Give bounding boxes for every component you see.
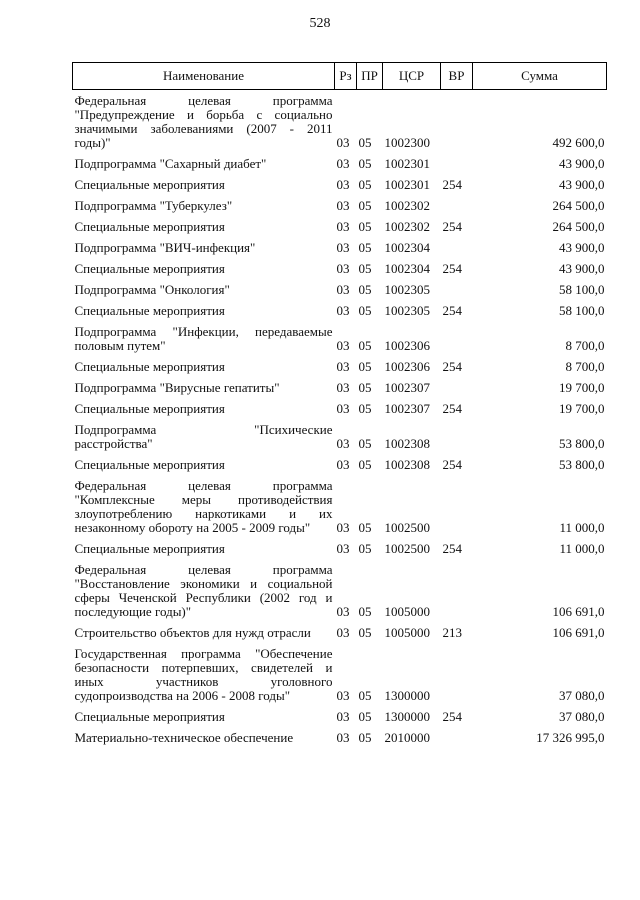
row-name (73, 727, 335, 748)
row-name (73, 622, 335, 643)
row-rz: 03 (336, 338, 350, 353)
row-name-line: Подпрограмма "Психические (74, 422, 333, 437)
row-csr: 1300000 (384, 709, 430, 724)
row-name-line: Специальные мероприятия (74, 401, 225, 416)
row-name (73, 195, 335, 216)
row-pr: 05 (358, 156, 372, 171)
row-vr: 254 (442, 541, 462, 556)
row-pr: 05 (358, 303, 372, 318)
row-name-line: Специальные мероприятия (74, 303, 225, 318)
row-rz: 03 (336, 520, 350, 535)
row-name (73, 279, 335, 300)
header-name: Наименование (73, 63, 335, 90)
row-name (73, 237, 335, 258)
table-row (73, 398, 607, 419)
row-sum: 43 900,0 (559, 240, 605, 255)
row-pr: 05 (358, 625, 372, 640)
row-csr: 1002304 (384, 240, 430, 255)
row-name (73, 559, 335, 622)
row-csr: 1002500 (384, 541, 430, 556)
row-name-line: значимыми заболеваниями (2007 - 2011 (74, 121, 333, 136)
row-name-line: иных участников уголовного (74, 674, 333, 689)
row-rz: 03 (336, 156, 350, 171)
row-rz: 03 (336, 359, 350, 374)
row-name (73, 475, 335, 538)
row-csr: 1002308 (384, 457, 430, 472)
row-rz: 03 (336, 219, 350, 234)
row-csr: 1002301 (384, 177, 430, 192)
row-vr (441, 377, 473, 398)
row-rz: 03 (336, 282, 350, 297)
row-name (73, 419, 335, 454)
row-rz: 03 (336, 261, 350, 276)
row-name-line: "Комплексные меры противодействия (74, 492, 333, 507)
row-csr: 2010000 (384, 730, 430, 745)
table-row (73, 90, 607, 154)
row-rz: 03 (336, 401, 350, 416)
row-rz: 03 (336, 303, 350, 318)
table-row (73, 643, 607, 706)
row-vr: 254 (442, 709, 462, 724)
row-vr (441, 237, 473, 258)
row-rz: 03 (336, 625, 350, 640)
row-name-line: Подпрограмма "Онкология" (74, 282, 230, 297)
table-row (73, 454, 607, 475)
row-csr: 1002306 (384, 359, 430, 374)
row-name-line: Специальные мероприятия (74, 177, 225, 192)
row-name-line: Федеральная целевая программа (74, 93, 333, 108)
row-name (73, 90, 335, 154)
row-name (73, 153, 335, 174)
row-pr: 05 (358, 380, 372, 395)
row-name-line: Специальные мероприятия (74, 359, 225, 374)
table-row (73, 475, 607, 538)
row-vr: 254 (442, 457, 462, 472)
row-sum: 58 100,0 (559, 303, 605, 318)
row-csr: 1300000 (384, 688, 430, 703)
row-csr: 1005000 (384, 625, 430, 640)
row-pr: 05 (358, 401, 372, 416)
header-vr: ВР (441, 63, 473, 90)
row-pr: 05 (358, 135, 372, 150)
row-name-line: злоупотреблению наркотиками и их (74, 506, 333, 521)
row-pr: 05 (358, 261, 372, 276)
row-csr: 1002302 (384, 198, 430, 213)
row-vr (441, 153, 473, 174)
row-rz: 03 (336, 457, 350, 472)
row-csr: 1002301 (384, 156, 430, 171)
row-sum: 11 000,0 (559, 520, 605, 535)
table-row (73, 216, 607, 237)
row-name-line: Специальные мероприятия (74, 219, 225, 234)
row-pr: 05 (358, 177, 372, 192)
row-sum: 264 500,0 (552, 198, 605, 213)
table-row (73, 377, 607, 398)
row-vr: 254 (442, 401, 462, 416)
row-sum: 264 500,0 (552, 219, 605, 234)
row-vr (441, 643, 473, 706)
row-pr: 05 (358, 457, 372, 472)
row-csr: 1002307 (384, 380, 430, 395)
row-vr: 254 (442, 219, 462, 234)
row-name-line: сферы Чеченской Республики (2002 год и (74, 590, 333, 605)
header-rz: Рз (335, 63, 357, 90)
row-name-line: Государственная программа "Обеспечение (74, 646, 333, 661)
row-name (73, 538, 335, 559)
row-rz: 03 (336, 240, 350, 255)
row-sum: 43 900,0 (559, 156, 605, 171)
row-rz: 03 (336, 709, 350, 724)
row-rz: 03 (336, 688, 350, 703)
row-sum: 43 900,0 (559, 261, 605, 276)
row-name-line: Федеральная целевая программа (74, 478, 333, 493)
row-name (73, 377, 335, 398)
row-csr: 1002307 (384, 401, 430, 416)
table-row (73, 321, 607, 356)
row-csr: 1002500 (384, 520, 430, 535)
row-vr: 254 (442, 177, 462, 192)
row-name (73, 300, 335, 321)
header-pr: ПР (357, 63, 383, 90)
row-vr (441, 90, 473, 154)
row-vr: 254 (442, 359, 462, 374)
row-name-line: Специальные мероприятия (74, 541, 225, 556)
row-name (73, 706, 335, 727)
header-csr: ЦСР (383, 63, 441, 90)
row-sum: 8 700,0 (565, 359, 605, 374)
table-row (73, 174, 607, 195)
row-name-line: Подпрограмма "Сахарный диабет" (74, 156, 267, 171)
table-row (73, 300, 607, 321)
row-csr: 1002305 (384, 303, 430, 318)
row-name-line: "Восстановление экономики и социальной (74, 576, 333, 591)
row-csr: 1002300 (384, 135, 430, 150)
row-csr: 1002305 (384, 282, 430, 297)
table-row (73, 706, 607, 727)
row-sum: 492 600,0 (552, 135, 605, 150)
row-name-line: безопасности потерпевших, свидетелей и (74, 660, 333, 675)
row-vr (441, 559, 473, 622)
row-name (73, 258, 335, 279)
row-vr (441, 727, 473, 748)
row-name-line: Подпрограмма "Туберкулез" (74, 198, 233, 213)
row-sum: 53 800,0 (559, 436, 605, 451)
table-body (73, 90, 607, 749)
table-row (73, 622, 607, 643)
row-rz: 03 (336, 380, 350, 395)
row-csr: 1005000 (384, 604, 430, 619)
row-sum: 58 100,0 (559, 282, 605, 297)
table-row (73, 559, 607, 622)
row-pr: 05 (358, 541, 372, 556)
row-name-line: расстройства" (74, 436, 153, 451)
row-vr: 254 (442, 261, 462, 276)
row-name (73, 454, 335, 475)
row-rz: 03 (336, 730, 350, 745)
row-pr: 05 (358, 730, 372, 745)
row-csr: 1002304 (384, 261, 430, 276)
row-vr (441, 279, 473, 300)
row-name (73, 643, 335, 706)
row-sum: 19 700,0 (559, 380, 605, 395)
table-row (73, 195, 607, 216)
budget-table (72, 62, 607, 748)
row-pr: 05 (358, 198, 372, 213)
row-name-line: Строительство объектов для нужд отрасли (74, 625, 311, 640)
row-name-line: Подпрограмма "Инфекции, передаваемые (74, 324, 333, 339)
table-row (73, 258, 607, 279)
row-pr: 05 (358, 359, 372, 374)
row-sum: 11 000,0 (559, 541, 605, 556)
row-pr: 05 (358, 709, 372, 724)
row-name (73, 398, 335, 419)
row-name-line: Материально-техническое обеспечение (74, 730, 294, 745)
row-pr: 05 (358, 520, 372, 535)
header-row (73, 63, 607, 90)
row-pr: 05 (358, 282, 372, 297)
row-name-line: судопроизводства на 2006 - 2008 годы" (74, 688, 291, 703)
row-sum: 19 700,0 (559, 401, 605, 416)
row-name-line: половым путем" (74, 338, 166, 353)
row-pr: 05 (358, 688, 372, 703)
row-sum: 37 080,0 (559, 709, 605, 724)
header-sum: Сумма (473, 63, 607, 90)
table-header (73, 63, 607, 90)
row-name-line: незаконному обороту на 2005 - 2009 годы" (74, 520, 311, 535)
row-vr (441, 419, 473, 454)
row-pr: 05 (358, 338, 372, 353)
table-row (73, 419, 607, 454)
row-sum: 37 080,0 (559, 688, 605, 703)
row-vr (441, 321, 473, 356)
row-name (73, 356, 335, 377)
table-row (73, 279, 607, 300)
row-pr: 05 (358, 219, 372, 234)
row-rz: 03 (336, 135, 350, 150)
row-csr: 1002302 (384, 219, 430, 234)
row-rz: 03 (336, 541, 350, 556)
row-name (73, 321, 335, 356)
page-number: 528 (309, 16, 331, 31)
row-csr: 1002306 (384, 338, 430, 353)
row-rz: 03 (336, 604, 350, 619)
row-sum: 106 691,0 (552, 625, 605, 640)
row-rz: 03 (336, 436, 350, 451)
row-pr: 05 (358, 240, 372, 255)
row-sum: 8 700,0 (565, 338, 605, 353)
row-sum: 43 900,0 (559, 177, 605, 192)
row-name-line: Специальные мероприятия (74, 709, 225, 724)
row-pr: 05 (358, 604, 372, 619)
row-rz: 03 (336, 198, 350, 213)
row-name (73, 174, 335, 195)
row-sum: 17 326 995,0 (536, 730, 605, 745)
row-name (73, 216, 335, 237)
row-name-line: Федеральная целевая программа (74, 562, 333, 577)
table-row (73, 237, 607, 258)
row-name-line: Специальные мероприятия (74, 457, 225, 472)
row-name-line: последующие годы)" (74, 604, 192, 619)
row-rz: 03 (336, 177, 350, 192)
row-name-line: "Предупреждение и борьба с социально (74, 107, 333, 122)
table-row (73, 727, 607, 748)
row-csr: 1002308 (384, 436, 430, 451)
row-name-line: Специальные мероприятия (74, 261, 225, 276)
row-sum: 53 800,0 (559, 457, 605, 472)
row-vr: 254 (442, 303, 462, 318)
row-name-line: Подпрограмма "Вирусные гепатиты" (74, 380, 280, 395)
row-pr: 05 (358, 436, 372, 451)
row-name-line: годы)" (74, 135, 111, 150)
table-row (73, 538, 607, 559)
row-vr: 213 (442, 625, 462, 640)
row-name-line: Подпрограмма "ВИЧ-инфекция" (74, 240, 256, 255)
row-sum: 106 691,0 (552, 604, 605, 619)
table-row (73, 153, 607, 174)
row-vr (441, 195, 473, 216)
table-row (73, 356, 607, 377)
row-vr (441, 475, 473, 538)
